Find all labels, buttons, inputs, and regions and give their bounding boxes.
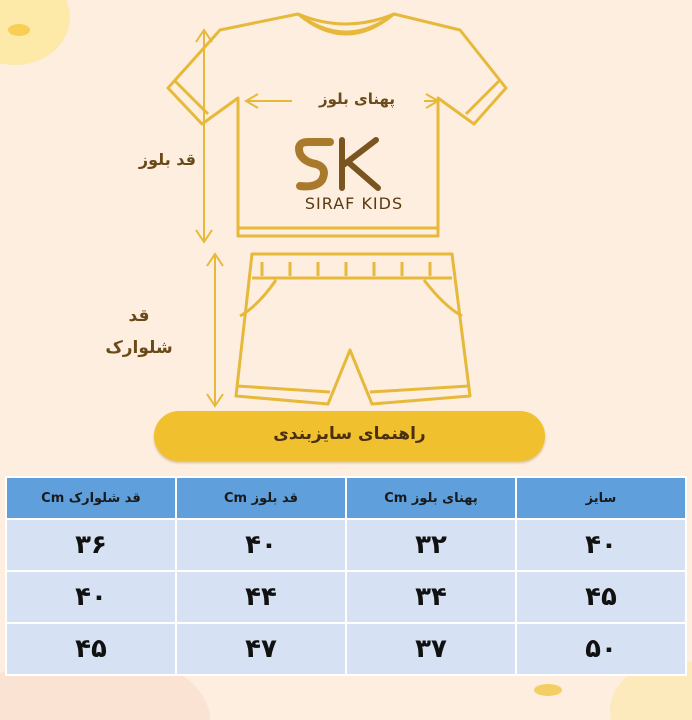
- size-guide-banner-title: راهنمای سایزبندی: [273, 424, 426, 444]
- cell-blouse-width: ۳۴: [346, 571, 516, 623]
- header-size: سایز: [516, 477, 686, 519]
- pants-length-label-line2: شلوارک: [105, 338, 173, 358]
- blouse-length-label: قد بلوز: [138, 150, 196, 169]
- pants-length-label-line1: قد: [128, 306, 150, 326]
- table-row: [6, 519, 686, 571]
- logo-brand-text: SIRAF KIDS: [304, 194, 404, 213]
- shorts-waistband-gathers: [262, 262, 430, 276]
- header-blouse-width: پهنای بلوز Cm: [346, 477, 516, 519]
- size-guide-banner: [154, 411, 545, 461]
- cell-blouse-length: ۴۴: [176, 571, 346, 623]
- tshirt-sleeve-cuff-left: [174, 80, 208, 114]
- cell-size: ۵۰: [516, 623, 686, 675]
- header-blouse-length: قد بلوز Cm: [176, 477, 346, 519]
- shorts-hem-right: [370, 386, 469, 392]
- cell-pants-length: ۴۰: [6, 571, 176, 623]
- decor-dot-gold: [534, 684, 562, 696]
- size-table: [5, 476, 687, 676]
- cell-blouse-width: ۳۷: [346, 623, 516, 675]
- table-row: [6, 623, 686, 675]
- cell-pants-length: ۳۶: [6, 519, 176, 571]
- size-table-header-row: [6, 477, 686, 519]
- cell-blouse-length: ۴۰: [176, 519, 346, 571]
- cell-blouse-width: ۳۲: [346, 519, 516, 571]
- cell-size: ۴۰: [516, 519, 686, 571]
- pants-length-label: [84, 300, 194, 364]
- tshirt-sleeve-cuff-right: [466, 80, 500, 114]
- cell-pants-length: ۴۵: [6, 623, 176, 675]
- header-pants-length: قد شلوارک Cm: [6, 477, 176, 519]
- logo-monogram: [299, 140, 378, 188]
- cell-size: ۴۵: [516, 571, 686, 623]
- logo-s-shape: [299, 142, 330, 186]
- blouse-width-label: پهنای بلوز: [318, 90, 396, 108]
- logo-k-shape: [342, 140, 378, 188]
- cell-blouse-length: ۴۷: [176, 623, 346, 675]
- shorts-hem-left: [237, 386, 330, 392]
- table-row: [6, 571, 686, 623]
